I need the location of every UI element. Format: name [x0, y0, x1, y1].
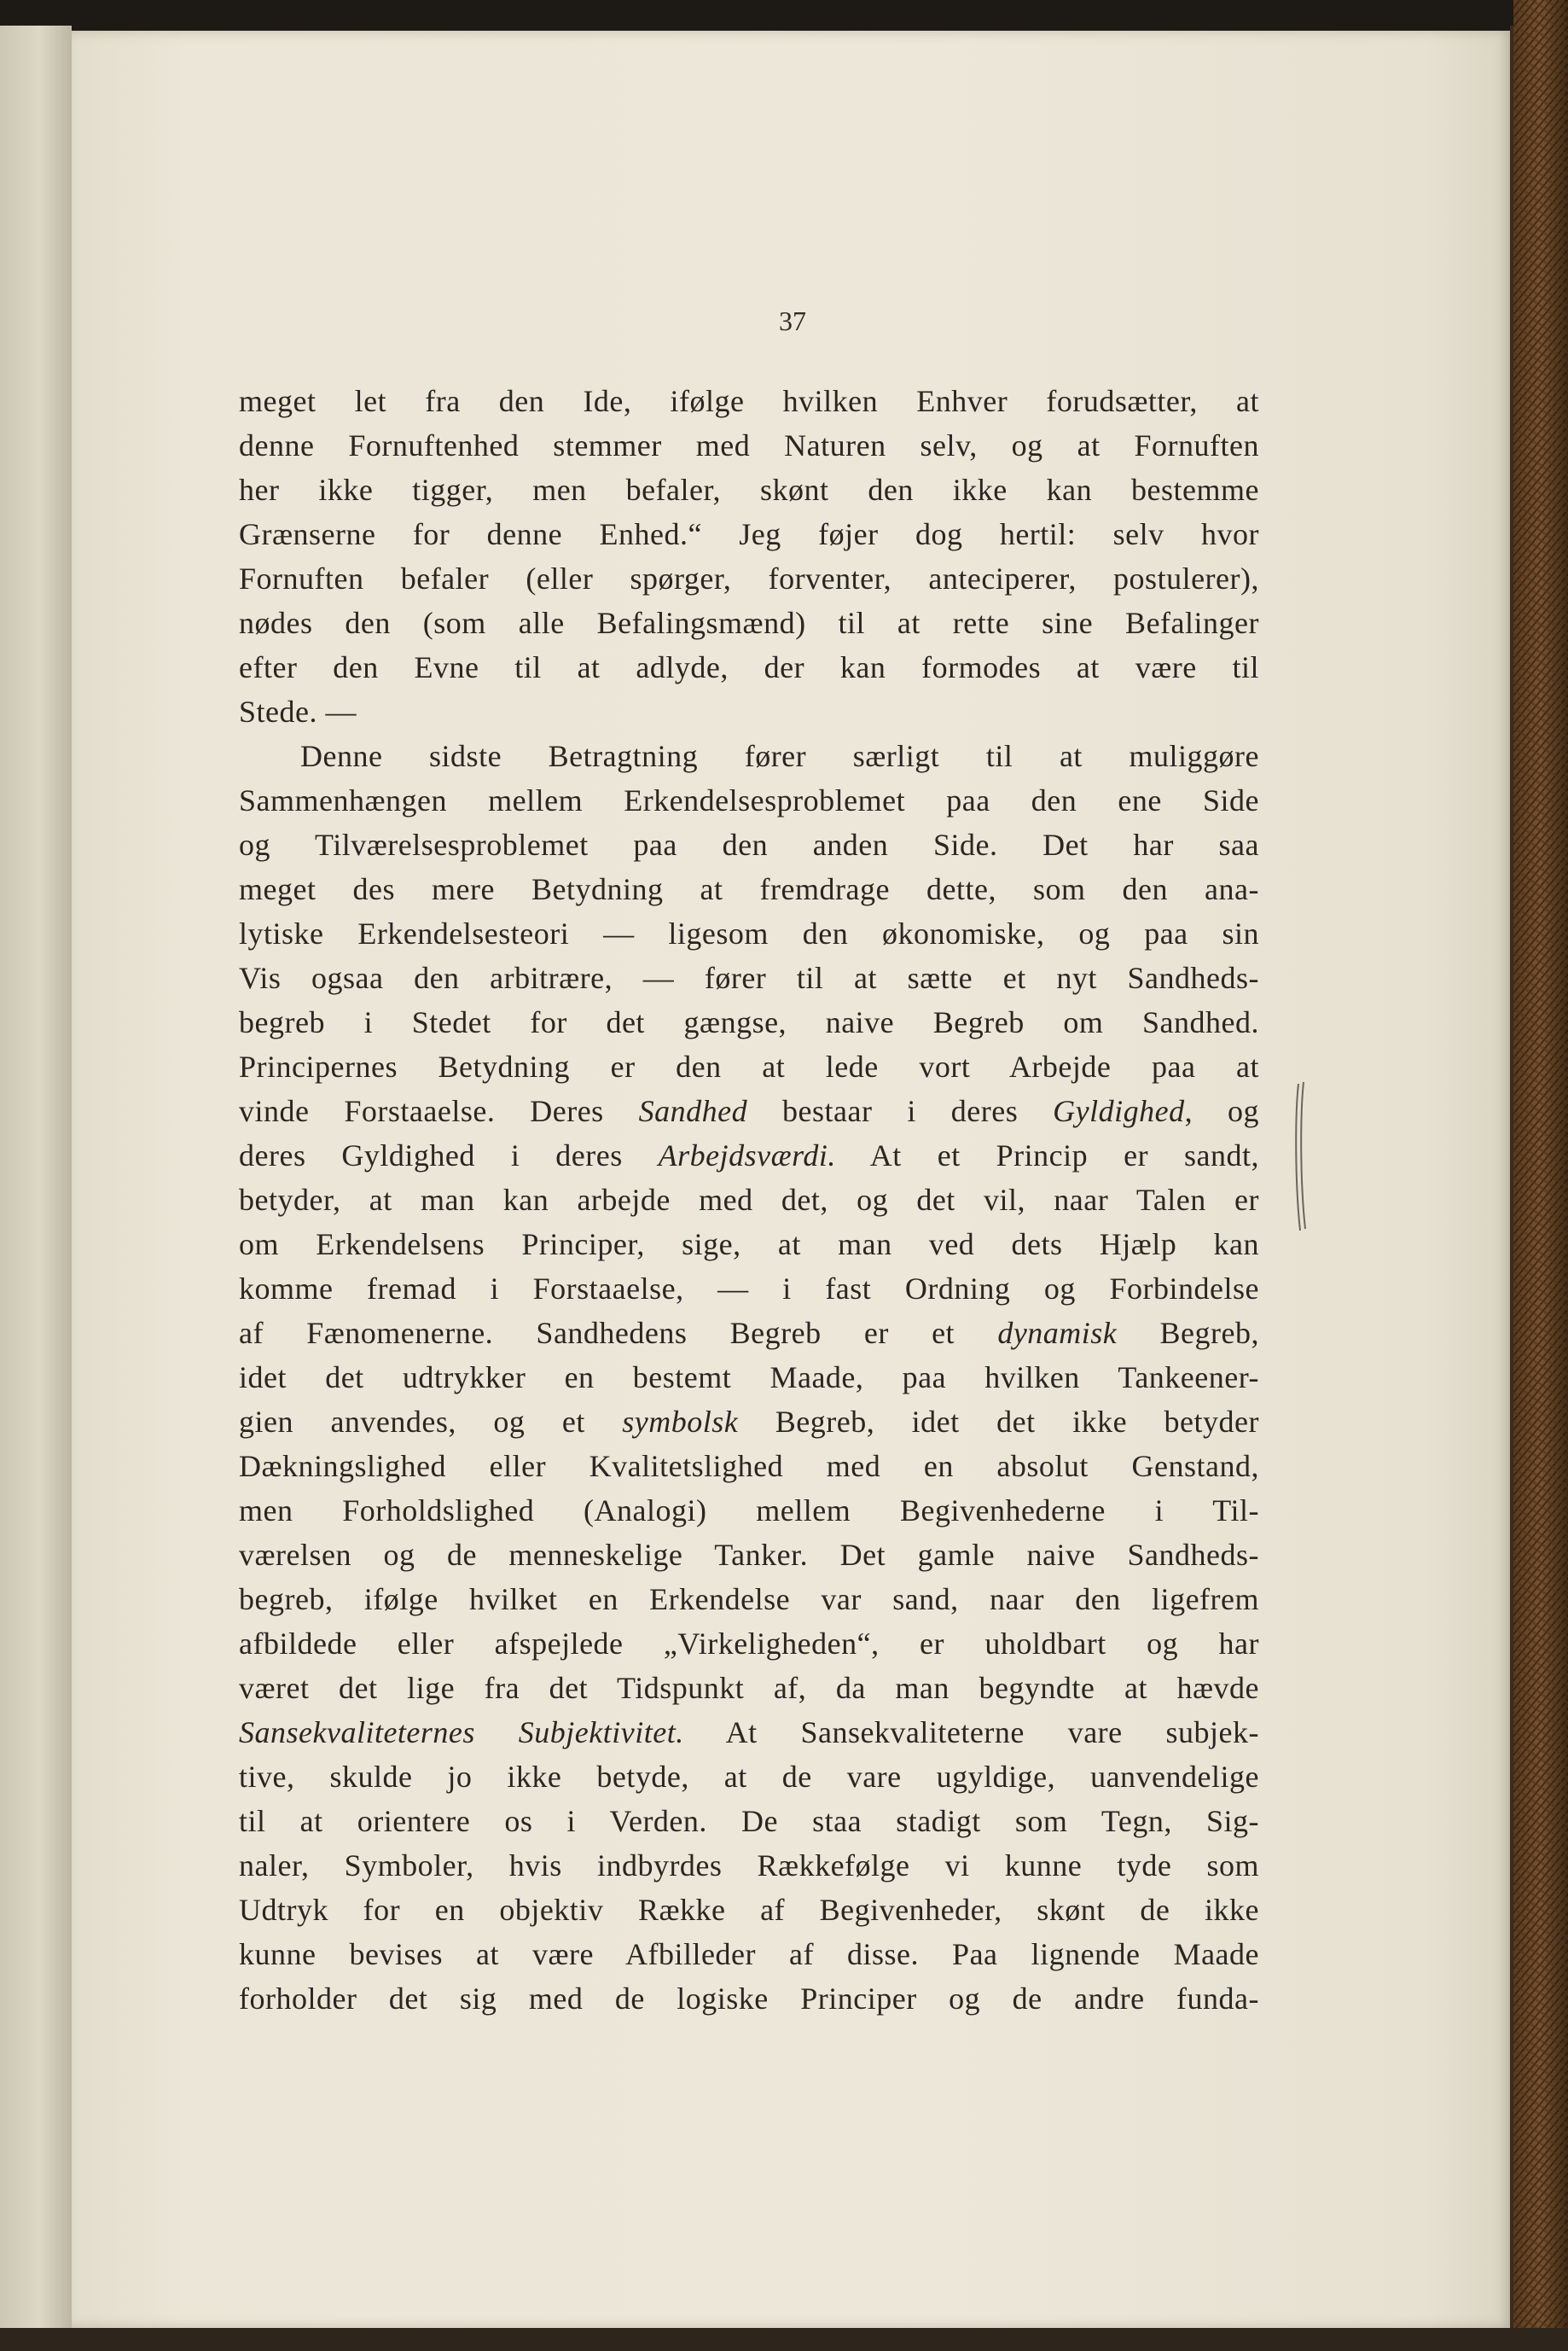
text-segment: afbildede eller afspejlede „Virkeligheden“, er uholdbart og har: [239, 1626, 1259, 1661]
text-line: [239, 867, 1259, 911]
text-line: [239, 1666, 1259, 1710]
text-segment: Denne sidste Betragtning fører særligt til at muliggøre: [300, 739, 1259, 773]
text-line: [239, 1710, 1259, 1755]
text-segment: At et Princip er sandt,: [835, 1138, 1259, 1173]
text-segment: Udtryk for en objektiv Række af Begivenheder, skønt de ikke: [239, 1893, 1259, 1927]
text-segment: her ikke tigger, men befaler, skønt den ikke kan bestemme: [239, 473, 1259, 507]
text-segment: Stede. —: [239, 695, 357, 729]
text-line: [239, 1976, 1259, 2021]
italic-text: Sandhed: [638, 1094, 748, 1128]
italic-text: symbolsk: [622, 1405, 739, 1439]
text-segment: Sammenhængen mellem Erkendelsesproblemet paa den ene Side: [239, 783, 1259, 818]
text-line: [239, 1533, 1259, 1577]
text-segment: tive, skulde jo ikke betyde, at de vare ugyldige, uanvendelige: [239, 1760, 1259, 1794]
text-line: [239, 1932, 1259, 1976]
text-line: [239, 1089, 1259, 1133]
text-line: [239, 1577, 1259, 1621]
text-segment: af Fænomenerne. Sandhedens Begreb er et: [239, 1316, 998, 1350]
text-line: [239, 734, 1259, 778]
text-segment: Principernes Betydning er den at lede vort Arbejde paa at: [239, 1050, 1259, 1084]
text-segment: meget des mere Betydning at fremdrage dette, som den ana-: [239, 872, 1259, 906]
text-segment: betyder, at man kan arbejde med det, og det vil, naar Talen er: [239, 1183, 1259, 1217]
text-segment: værelsen og de menneskelige Tanker. Det gamle naive Sandheds-: [239, 1538, 1259, 1572]
text-segment: bestaar i deres: [747, 1094, 1054, 1128]
italic-text: Arbejdsværdi.: [658, 1138, 836, 1173]
text-segment: om Erkendelsens Principer, sige, at man ved dets Hjælp kan: [239, 1227, 1259, 1261]
text-segment: begreb i Stedet for det gængse, naive Begreb om Sandhed.: [239, 1005, 1259, 1039]
marbled-cover: [1513, 0, 1568, 2351]
text-segment: til at orientere os i Verden. De staa stadigt som Tegn, Sig-: [239, 1804, 1259, 1838]
text-line: [239, 645, 1259, 690]
text-line: [239, 1488, 1259, 1533]
text-segment: kunne bevises at være Afbilleder af disse. Paa lignende Maade: [239, 1937, 1259, 1971]
text-segment: meget let fra den Ide, ifølge hvilken Enhver forudsætter, at: [239, 384, 1259, 418]
text-segment: Dækningslighed eller Kvalitetslighed med en absolut Genstand,: [239, 1449, 1259, 1483]
text-line: [239, 1755, 1259, 1799]
text-line: [239, 778, 1259, 823]
text-segment: komme fremad i Forstaaelse, — i fast Ordning og Forbindelse: [239, 1272, 1259, 1306]
text-line: [239, 1178, 1259, 1222]
text-segment: nødes den (som alle Befalingsmænd) til at rette sine Befalinger: [239, 606, 1259, 640]
previous-page-edge: [0, 26, 72, 2351]
text-line: [239, 379, 1259, 423]
text-line: [239, 1888, 1259, 1932]
text-segment: Vis ogsaa den arbitrære, — fører til at sætte et nyt Sandheds-: [239, 961, 1259, 995]
text-segment: deres Gyldighed i deres: [239, 1138, 659, 1173]
text-line: [239, 1045, 1259, 1089]
text-segment: denne Fornuftenhed stemmer med Naturen selv, og at Fornuften: [239, 428, 1259, 463]
text-line: [239, 601, 1259, 645]
text-segment: idet det udtrykker en bestemt Maade, paa hvilken Tankeener-: [239, 1360, 1259, 1394]
text-segment: vinde Forstaaelse. Deres: [239, 1094, 639, 1128]
text-segment: men Forholdslighed (Analogi) mellem Begivenhederne i Til-: [239, 1493, 1259, 1528]
text-segment: og Tilværelsesproblemet paa den anden Side. Det har saa: [239, 828, 1259, 862]
text-segment: gien anvendes, og et: [239, 1405, 623, 1439]
scan-background-bottom: [0, 2328, 1568, 2351]
text-segment: At Sansekvaliteterne vare subjek-: [683, 1715, 1259, 1749]
text-line: [239, 690, 1259, 734]
page-number: 37: [779, 306, 806, 336]
text-line: [239, 1621, 1259, 1666]
text-line: [239, 423, 1259, 468]
text-line: [239, 956, 1259, 1000]
text-segment: Grænserne for denne Enhed.“ Jeg føjer dog hertil: selv hvor: [239, 517, 1259, 551]
text-line: [239, 1000, 1259, 1045]
pencil-margin-mark: [1292, 1080, 1317, 1234]
text-segment: Fornuften befaler (eller spørger, forventer, anteciperer, postulerer),: [239, 562, 1259, 596]
text-line: [239, 512, 1259, 556]
text-segment: , og: [1184, 1094, 1259, 1128]
italic-text: Gyldighed: [1053, 1094, 1185, 1128]
italic-text: Sansekvaliteternes Subjektivitet.: [239, 1715, 684, 1749]
text-line: [239, 1444, 1259, 1488]
text-line: [239, 556, 1259, 601]
text-line: [239, 1311, 1259, 1355]
text-line: [239, 1400, 1259, 1444]
text-segment: lytiske Erkendelsesteori — ligesom den økonomiske, og paa sin: [239, 917, 1259, 951]
scan-background-top: [0, 0, 1568, 34]
text-line: [239, 911, 1259, 956]
text-segment: naler, Symboler, hvis indbyrdes Rækkefølge vi kunne tyde som: [239, 1848, 1259, 1883]
text-line: [239, 1355, 1259, 1400]
book-page: [72, 31, 1513, 2328]
text-segment: forholder det sig med de logiske Principer og de andre funda-: [239, 1981, 1259, 2016]
text-segment: Begreb, idet det ikke betyder: [738, 1405, 1259, 1439]
italic-text: dynamisk: [997, 1316, 1118, 1350]
text-segment: efter den Evne til at adlyde, der kan formodes at være til: [239, 650, 1259, 684]
text-line: [239, 823, 1259, 867]
text-line: [239, 1222, 1259, 1266]
text-line: [239, 1266, 1259, 1311]
text-line: [239, 1843, 1259, 1888]
body-text: [239, 379, 1259, 2021]
text-line: [239, 1799, 1259, 1843]
text-segment: begreb, ifølge hvilket en Erkendelse var sand, naar den ligefrem: [239, 1582, 1259, 1616]
text-line: [239, 468, 1259, 512]
text-segment: Begreb,: [1117, 1316, 1259, 1350]
text-line: [239, 1133, 1259, 1178]
text-segment: været det lige fra det Tidspunkt af, da man begyndte at hævde: [239, 1671, 1259, 1705]
